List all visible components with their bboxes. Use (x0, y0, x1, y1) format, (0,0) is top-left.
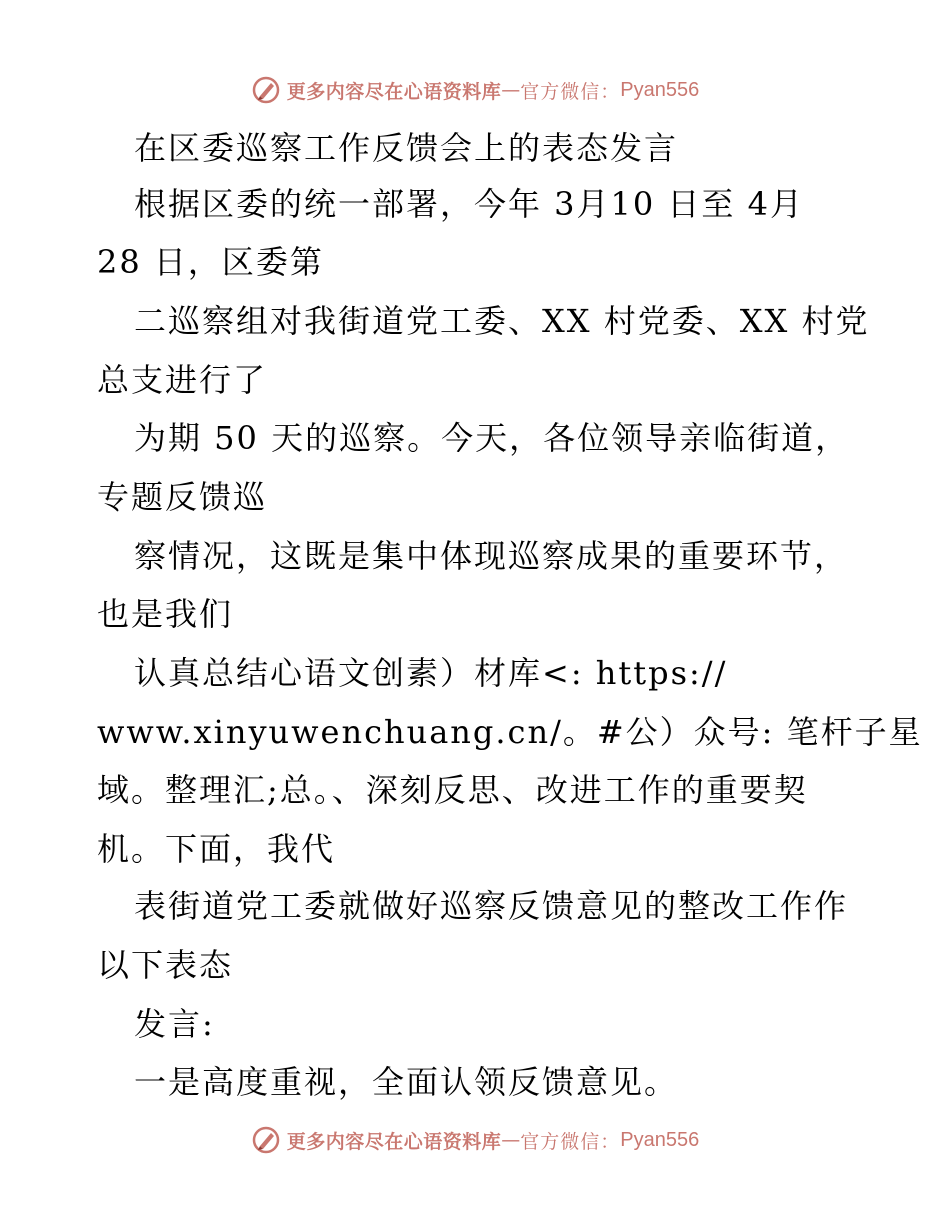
banner-separator: — (501, 79, 521, 101)
pen-logo-icon (251, 75, 281, 105)
paragraph-line: 表街道党工委就做好巡察反馈意见的整改工作作 (134, 887, 849, 925)
paragraph-line: 一是高度重视，全面认领反馈意见。 (134, 1063, 679, 1101)
paragraph-line: 专题反馈巡 (97, 478, 268, 516)
banner-official-label: 官方微信： (520, 80, 621, 103)
banner-separator: — (501, 1129, 521, 1151)
paragraph-line: 也是我们 (97, 595, 234, 633)
paragraph-line: 以下表态 (97, 946, 234, 984)
banner-account: Pyan556 (620, 78, 700, 101)
footer-banner (0, 1120, 950, 1160)
paragraph-line: 察情况，这既是集中体现巡察成果的重要环节， (134, 537, 849, 575)
paragraph-line: 28 日，区委第 (97, 243, 324, 281)
paragraph-line: 为期 50 天的巡察。今天，各位领导亲临街道， (134, 419, 850, 457)
banner-text: 更多内容尽在心语资料库 (286, 80, 502, 103)
paragraph-line: 总支进行了 (97, 361, 268, 399)
banner-official-label: 官方微信： (520, 1130, 621, 1153)
pen-logo-icon (251, 1125, 281, 1155)
banner-text: 更多内容尽在心语资料库 (286, 1130, 502, 1153)
document-title: 在区委巡察工作反馈会上的表态发言 (134, 129, 679, 167)
paragraph-line: 根据区委的统一部署，今年 3月10 日至 4月 (134, 185, 804, 223)
paragraph-line: 发言: (134, 1005, 215, 1043)
paragraph-line: www.xinyuwenchuang.cn/。#公）众号: 笔杆子星 (97, 713, 923, 751)
paragraph-line: 认真总结心语文创素）材库<: https:// (134, 654, 728, 692)
paragraph-line: 机。下面，我代 (97, 830, 336, 868)
paragraph-line: 域。整理汇;总。、深刻反思、改进工作的重要契 (97, 771, 808, 809)
paragraph-line: 二巡察组对我街道党工委、XX 村党委、XX 村党 (134, 302, 870, 340)
banner-account: Pyan556 (620, 1128, 700, 1151)
header-banner (0, 70, 950, 110)
